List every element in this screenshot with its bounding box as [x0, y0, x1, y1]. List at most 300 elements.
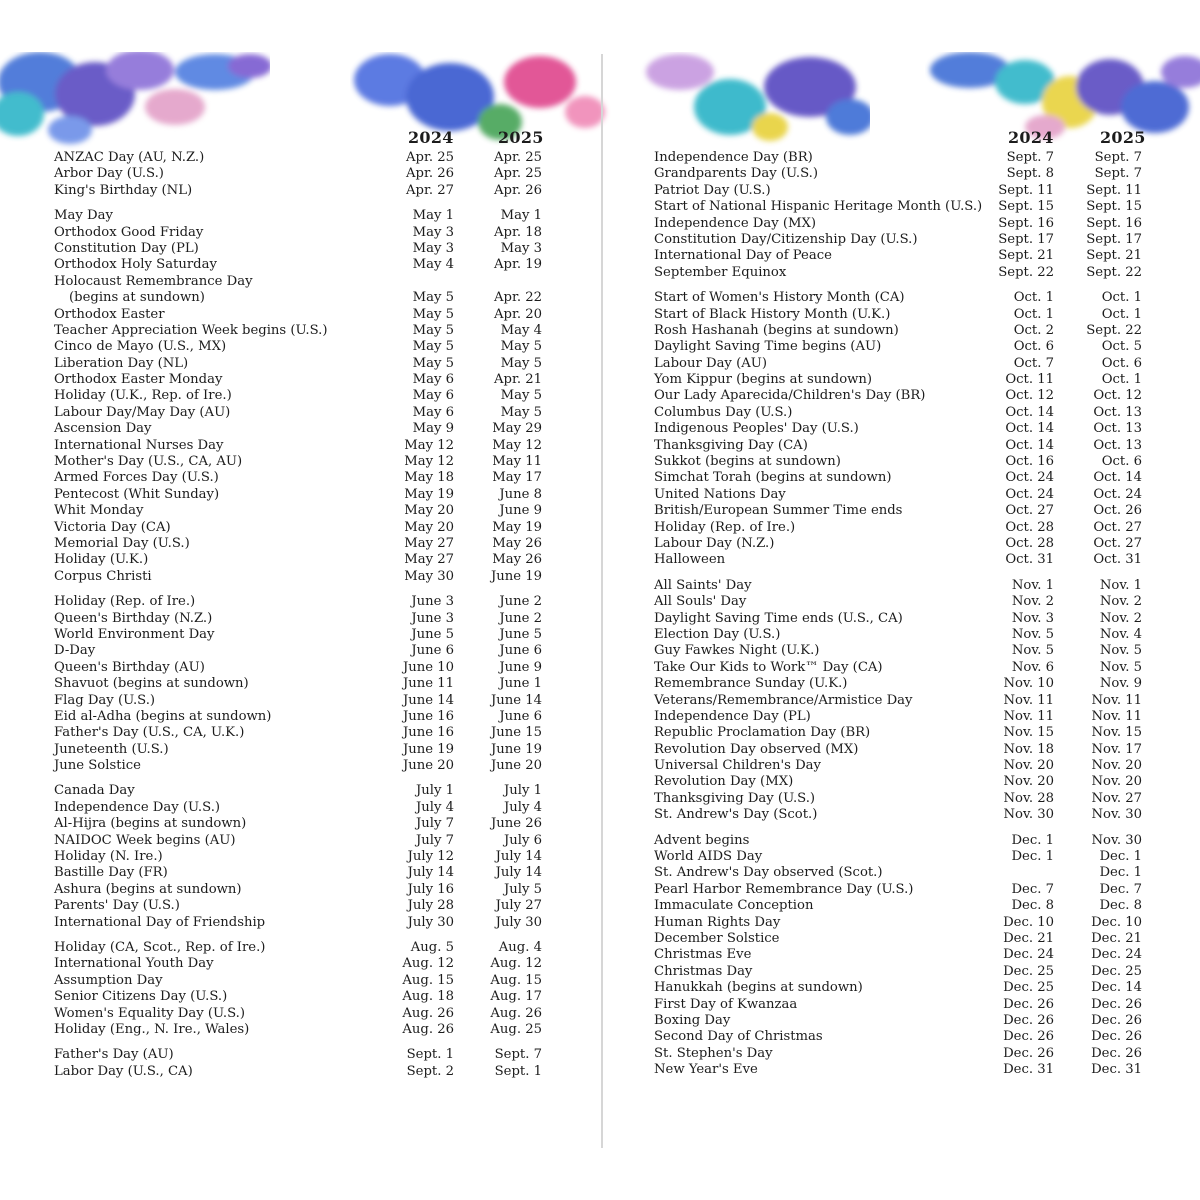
date-2024: Aug. 5: [410, 939, 454, 955]
date-2024: Oct. 12: [1005, 388, 1054, 404]
date-2025: June 26: [490, 816, 542, 832]
date-2024: Dec. 31: [1003, 1062, 1054, 1078]
date-2024: July 14: [407, 865, 454, 881]
date-2024: Nov. 3: [1011, 610, 1054, 626]
holiday-row: [654, 980, 1154, 996]
date-2025: July 30: [495, 914, 542, 930]
date-2025: Apr. 19: [494, 257, 542, 273]
holiday-name: Constitution Day/Citizenship Day (U.S.): [654, 231, 918, 247]
holiday-name: Corpus Christi: [54, 568, 152, 584]
date-2024: Nov. 15: [1003, 725, 1054, 741]
date-2025: Sept. 11: [1086, 182, 1142, 198]
holiday-name: September Equinox: [654, 264, 787, 280]
date-2025: June 9: [499, 659, 542, 675]
date-2025: May 5: [500, 339, 542, 355]
date-2024: May 9: [412, 421, 454, 437]
date-2025: May 26: [492, 552, 542, 568]
holiday-row: [54, 940, 554, 956]
date-2025: June 6: [499, 708, 542, 724]
holiday-row: [54, 833, 554, 849]
holiday-name: Sukkot (begins at sundown): [654, 454, 841, 470]
holiday-row: [654, 454, 1154, 470]
holiday-row: [54, 208, 554, 224]
holiday-name: Immaculate Conception: [654, 898, 814, 914]
holiday-name: Start of Women's History Month (CA): [654, 290, 905, 306]
date-2024: May 18: [404, 470, 454, 486]
date-2024: Dec. 7: [1011, 881, 1054, 897]
date-2025: May 3: [500, 240, 542, 256]
holiday-row: [654, 709, 1154, 725]
date-2024: Aug. 26: [402, 1005, 454, 1021]
holiday-name: New Year's Eve: [654, 1062, 758, 1078]
holiday-name: Indigenous Peoples' Day (U.S.): [654, 421, 859, 437]
date-2025: Nov. 4: [1099, 626, 1142, 642]
holiday-name: Independence Day (U.S.): [54, 799, 221, 815]
date-2024: Oct. 11: [1005, 372, 1054, 388]
date-2025: Dec. 1: [1099, 849, 1142, 865]
date-2024: Aug. 26: [402, 1021, 454, 1037]
date-2024: June 14: [402, 692, 454, 708]
date-2025: May 26: [492, 535, 542, 551]
holiday-name: United Nations Day: [654, 486, 786, 502]
date-2024: Nov. 6: [1011, 659, 1054, 675]
holiday-row: [654, 290, 1154, 306]
holiday-row: [654, 1062, 1154, 1078]
holiday-name: Independence Day (MX): [654, 215, 817, 231]
holiday-row: [54, 973, 554, 989]
date-2025: Aug. 25: [490, 1021, 542, 1037]
holiday-row: [54, 536, 554, 552]
date-2024: Dec. 26: [1003, 1045, 1054, 1061]
holiday-row: [54, 1006, 554, 1022]
holiday-row: [54, 956, 554, 972]
holiday-name: Yom Kippur (begins at sundown): [654, 372, 873, 388]
date-2024: Oct. 6: [1013, 339, 1054, 355]
holiday-row: [54, 915, 554, 931]
center-gutter: [601, 54, 603, 1148]
date-2024: Oct. 2: [1013, 322, 1054, 338]
date-2025: Apr. 22: [494, 290, 542, 306]
holiday-name: First Day of Kwanzaa: [654, 996, 798, 1012]
date-2025: Oct. 13: [1093, 404, 1142, 420]
holiday-name: Father's Day (U.S., CA, U.K.): [54, 725, 245, 741]
holiday-group: [54, 150, 554, 199]
date-2025: Oct. 13: [1093, 437, 1142, 453]
holiday-name: Holiday (U.K., Rep. of Ire.): [54, 388, 232, 404]
date-2025: Dec. 26: [1091, 996, 1142, 1012]
date-2025: Dec. 24: [1091, 947, 1142, 963]
holiday-name: Rosh Hashanah (begins at sundown): [654, 322, 899, 338]
holiday-name: Holocaust Remembrance Day: [54, 273, 253, 289]
holiday-group: [654, 578, 1154, 824]
holiday-row: [654, 1046, 1154, 1062]
holiday-row: [654, 676, 1154, 692]
holiday-name: Hanukkah (begins at sundown): [654, 980, 863, 996]
holiday-name: All Souls' Day: [654, 594, 747, 610]
holiday-name: Queen's Birthday (N.Z.): [54, 610, 213, 626]
date-2025: Sept. 1: [494, 1063, 542, 1079]
date-2025: Sept. 21: [1086, 248, 1142, 264]
date-2025: Apr. 26: [494, 182, 542, 198]
date-2024: Nov. 11: [1003, 708, 1054, 724]
holiday-name: Thanksgiving Day (CA): [654, 437, 808, 453]
date-2025: Sept. 22: [1086, 322, 1142, 338]
date-2024: Oct. 27: [1005, 503, 1054, 519]
holiday-name: Labour Day/May Day (AU): [54, 404, 231, 420]
date-2025: Dec. 14: [1091, 980, 1142, 996]
holiday-name: D-Day: [54, 643, 96, 659]
date-2025: Sept. 17: [1086, 231, 1142, 247]
holiday-name: Take Our Kids to Work™ Day (CA): [654, 659, 883, 675]
date-2024: May 3: [412, 240, 454, 256]
holiday-name: Holiday (Rep. of Ire.): [54, 594, 196, 610]
date-2025: Apr. 18: [494, 224, 542, 240]
holiday-group: [54, 783, 554, 931]
date-2025: Apr. 21: [494, 372, 542, 388]
year-2025-heading: 2025: [498, 128, 544, 147]
date-2024: May 6: [412, 388, 454, 404]
holiday-row: [54, 594, 554, 610]
holiday-row: [654, 536, 1154, 552]
holiday-group: [54, 940, 554, 1038]
date-2024: May 5: [412, 306, 454, 322]
date-2024: May 5: [412, 355, 454, 371]
holiday-row: [54, 676, 554, 692]
holiday-name: Holiday (U.K.): [54, 552, 149, 568]
holiday-name: Patriot Day (U.S.): [654, 182, 771, 198]
holiday-group: [654, 833, 1154, 1079]
holiday-name: International Day of Peace: [654, 248, 832, 264]
holiday-row: [654, 216, 1154, 232]
holiday-name: Eid al-Adha (begins at sundown): [54, 708, 272, 724]
date-2025: July 14: [495, 849, 542, 865]
holiday-row: [54, 150, 554, 166]
holiday-row: [654, 166, 1154, 182]
holiday-row: [54, 611, 554, 627]
holiday-row: [54, 569, 554, 585]
date-2024: Apr. 27: [406, 182, 454, 198]
date-2024: Nov. 5: [1011, 626, 1054, 642]
holiday-name: Flag Day (U.S.): [54, 692, 156, 708]
date-2024: Dec. 21: [1003, 930, 1054, 946]
right-page: [654, 128, 1154, 1087]
date-2024: Dec. 8: [1011, 898, 1054, 914]
holiday-row: [54, 274, 554, 290]
date-2025: May 5: [500, 355, 542, 371]
holiday-name: Victoria Day (CA): [54, 519, 171, 535]
holiday-row: [54, 725, 554, 741]
date-2024: Sept. 21: [998, 248, 1054, 264]
holiday-name: St. Andrew's Day (Scot.): [654, 807, 818, 823]
date-2024: Oct. 16: [1005, 454, 1054, 470]
date-2024: May 30: [404, 568, 454, 584]
date-2025: July 1: [503, 783, 542, 799]
holiday-row: [654, 388, 1154, 404]
date-2024: Aug. 12: [402, 956, 454, 972]
date-2025: June 19: [490, 741, 542, 757]
date-2024: Dec. 26: [1003, 1029, 1054, 1045]
holiday-row: [654, 807, 1154, 823]
date-2024: Nov. 20: [1003, 774, 1054, 790]
date-2025: Oct. 27: [1093, 519, 1142, 535]
date-2025: May 12: [492, 437, 542, 453]
holiday-row: [54, 339, 554, 355]
date-2025: Dec. 8: [1099, 898, 1142, 914]
date-2024: Dec. 26: [1003, 996, 1054, 1012]
holiday-row: [654, 742, 1154, 758]
date-2025: Nov. 11: [1091, 692, 1142, 708]
date-2024: Sept. 11: [998, 182, 1054, 198]
date-2024: June 3: [411, 610, 454, 626]
holiday-row: [654, 774, 1154, 790]
date-2024: June 11: [402, 676, 454, 692]
holiday-row: [54, 783, 554, 799]
holiday-name: Christmas Eve: [654, 947, 752, 963]
holiday-row: [654, 882, 1154, 898]
holiday-name: Whit Monday: [54, 503, 144, 519]
holiday-row: [54, 290, 554, 306]
date-2025: July 27: [495, 898, 542, 914]
date-2024: Dec. 26: [1003, 1012, 1054, 1028]
holiday-row: [54, 166, 554, 182]
date-2024: May 6: [412, 404, 454, 420]
holiday-name: Orthodox Easter: [54, 306, 165, 322]
date-2025: Sept. 7: [1094, 166, 1142, 182]
holiday-group: [54, 1047, 554, 1080]
date-2025: Oct. 14: [1093, 470, 1142, 486]
holiday-row: [654, 438, 1154, 454]
holiday-row: [54, 257, 554, 273]
date-2024: June 10: [402, 659, 454, 675]
date-2024: Oct. 7: [1013, 355, 1054, 371]
holiday-name: NAIDOC Week begins (AU): [54, 832, 236, 848]
date-2024: June 19: [402, 741, 454, 757]
date-2024: Sept. 7: [1006, 150, 1054, 165]
holiday-name: Holiday (N. Ire.): [54, 849, 163, 865]
date-2025: May 17: [492, 470, 542, 486]
holiday-row: [654, 915, 1154, 931]
holiday-row: [54, 356, 554, 372]
date-2024: Oct. 1: [1013, 306, 1054, 322]
date-2024: Nov. 30: [1003, 807, 1054, 823]
date-2024: May 19: [404, 486, 454, 502]
date-2024: May 5: [412, 322, 454, 338]
holiday-row: [654, 643, 1154, 659]
holiday-row: [654, 660, 1154, 676]
holiday-row: [54, 898, 554, 914]
holiday-name: Liberation Day (NL): [54, 355, 189, 371]
holiday-name: St. Andrew's Day observed (Scot.): [654, 865, 883, 881]
holiday-name: Daylight Saving Time begins (AU): [654, 339, 882, 355]
holiday-name: Revolution Day (MX): [654, 774, 794, 790]
holiday-row: [654, 997, 1154, 1013]
left-holiday-list: [54, 150, 554, 1080]
date-2024: May 20: [404, 519, 454, 535]
holiday-name: June Solstice: [54, 758, 141, 774]
holiday-row: [54, 520, 554, 536]
date-2024: Sept. 1: [406, 1047, 454, 1063]
holiday-row: [54, 882, 554, 898]
date-2024: Apr. 25: [406, 150, 454, 165]
date-2025: May 19: [492, 519, 542, 535]
holiday-row: [654, 248, 1154, 264]
holiday-name: All Saints' Day: [654, 577, 752, 593]
holiday-name: Remembrance Sunday (U.K.): [654, 676, 848, 692]
date-2025: Oct. 27: [1093, 535, 1142, 551]
date-2024: Aug. 18: [402, 989, 454, 1005]
date-2024: Dec. 25: [1003, 980, 1054, 996]
date-2025: Aug. 17: [490, 989, 542, 1005]
holiday-name: Start of Black History Month (U.K.): [654, 306, 891, 322]
holiday-name: International Nurses Day: [54, 437, 224, 453]
holiday-name: Armed Forces Day (U.S.): [54, 470, 219, 486]
date-2025: July 4: [503, 799, 542, 815]
date-2025: Nov. 9: [1099, 676, 1142, 692]
date-2025: June 9: [499, 503, 542, 519]
date-2025: May 11: [492, 454, 542, 470]
holiday-name: Guy Fawkes Night (U.K.): [654, 643, 820, 659]
holiday-row: [654, 947, 1154, 963]
date-2025: Aug. 26: [490, 1005, 542, 1021]
holiday-name: Pearl Harbor Remembrance Day (U.S.): [654, 881, 914, 897]
holiday-name: Father's Day (AU): [54, 1047, 174, 1063]
date-2024: Oct. 24: [1005, 486, 1054, 502]
right-year-header: [654, 128, 1154, 150]
date-2024: Oct. 24: [1005, 470, 1054, 486]
holiday-name: May Day: [54, 208, 113, 224]
holiday-name: Assumption Day: [54, 972, 163, 988]
holiday-row: [654, 356, 1154, 372]
date-2024: July 7: [415, 832, 454, 848]
date-2024: July 12: [407, 849, 454, 865]
date-2025: June 2: [499, 610, 542, 626]
date-2025: Oct. 12: [1093, 388, 1142, 404]
date-2024: June 16: [402, 708, 454, 724]
left-year-header: [54, 128, 554, 150]
date-2024: Dec. 1: [1011, 849, 1054, 865]
holiday-row: [654, 552, 1154, 568]
holiday-name: Canada Day: [54, 783, 135, 799]
date-2025: Dec. 26: [1091, 1045, 1142, 1061]
date-2024: May 27: [404, 535, 454, 551]
holiday-row: [654, 1029, 1154, 1045]
holiday-name: Thanksgiving Day (U.S.): [654, 790, 816, 806]
date-2025: Nov. 1: [1099, 577, 1142, 593]
date-2024: Sept. 17: [998, 231, 1054, 247]
holiday-row: [654, 183, 1154, 199]
year-2024-heading: 2024: [408, 128, 454, 147]
date-2025: Nov. 2: [1099, 594, 1142, 610]
date-2024: May 5: [412, 290, 454, 306]
date-2025: Nov. 20: [1091, 774, 1142, 790]
holiday-row: [54, 865, 554, 881]
holiday-name: Labor Day (U.S., CA): [54, 1063, 193, 1079]
date-2024: Sept. 16: [998, 215, 1054, 231]
date-2024: Sept. 8: [1006, 166, 1054, 182]
date-2025: Nov. 30: [1091, 807, 1142, 823]
holiday-name: Ashura (begins at sundown): [54, 881, 242, 897]
date-2025: June 2: [499, 594, 542, 610]
date-2025: Sept. 15: [1086, 199, 1142, 215]
holiday-name: Cinco de Mayo (U.S., MX): [54, 339, 227, 355]
date-2024: July 7: [415, 816, 454, 832]
holiday-row: [654, 372, 1154, 388]
holiday-name: World AIDS Day: [654, 849, 763, 865]
date-2025: June 6: [499, 643, 542, 659]
holiday-row: [654, 833, 1154, 849]
holiday-name: Senior Citizens Day (U.S.): [54, 989, 228, 1005]
holiday-name: Election Day (U.S.): [654, 626, 781, 642]
holiday-row: [54, 1022, 554, 1038]
date-2024: Sept. 22: [998, 264, 1054, 280]
date-2025: Nov. 30: [1091, 832, 1142, 848]
holiday-row: [54, 405, 554, 421]
holiday-name: Christmas Day: [654, 963, 753, 979]
holiday-name: Pentecost (Whit Sunday): [54, 486, 220, 502]
holiday-row: [654, 470, 1154, 486]
date-2025: Oct. 24: [1093, 486, 1142, 502]
date-2025: May 4: [500, 322, 542, 338]
holiday-row: [654, 849, 1154, 865]
holiday-name: Our Lady Aparecida/Children's Day (BR): [654, 388, 926, 404]
date-2025: Oct. 6: [1101, 454, 1142, 470]
holiday-row: [54, 1064, 554, 1080]
holiday-row: [654, 265, 1154, 281]
date-2025: June 8: [499, 486, 542, 502]
holiday-name: Simchat Torah (begins at sundown): [654, 470, 892, 486]
date-2024: May 3: [412, 224, 454, 240]
holiday-name: Holiday (CA, Scot., Rep. of Ire.): [54, 939, 266, 955]
right-holiday-list: [654, 150, 1154, 1078]
holiday-name: Ascension Day: [54, 421, 152, 437]
holiday-row: [54, 454, 554, 470]
holiday-row: [654, 578, 1154, 594]
holiday-row: [654, 931, 1154, 947]
holiday-row: [654, 232, 1154, 248]
date-2025: Aug. 15: [490, 972, 542, 988]
left-page: [54, 128, 554, 1089]
holiday-name: Columbus Day (U.S.): [654, 404, 793, 420]
holiday-row: [54, 627, 554, 643]
holiday-row: [54, 503, 554, 519]
date-2024: Oct. 14: [1005, 437, 1054, 453]
holiday-group: [654, 150, 1154, 281]
date-2024: Nov. 1: [1011, 577, 1054, 593]
date-2024: Apr. 26: [406, 166, 454, 182]
holiday-row: [654, 964, 1154, 980]
date-2025: June 1: [499, 676, 542, 692]
holiday-name: Independence Day (PL): [654, 708, 811, 724]
holiday-row: [654, 791, 1154, 807]
date-2025: Nov. 5: [1099, 659, 1142, 675]
holiday-name: Women's Equality Day (U.S.): [54, 1005, 246, 1021]
holiday-row: [654, 339, 1154, 355]
holiday-name: Memorial Day (U.S.): [54, 535, 190, 551]
holiday-row: [54, 241, 554, 257]
date-2024: Nov. 10: [1003, 676, 1054, 692]
date-2025: Oct. 31: [1093, 552, 1142, 568]
holiday-name: Daylight Saving Time ends (U.S., CA): [654, 610, 903, 626]
holiday-name: Human Rights Day: [654, 914, 781, 930]
date-2024: June 6: [411, 643, 454, 659]
date-2024: Nov. 5: [1011, 643, 1054, 659]
holiday-row: [54, 421, 554, 437]
holiday-name: Shavuot (begins at sundown): [54, 676, 249, 692]
holiday-row: [54, 643, 554, 659]
date-2024: June 16: [402, 725, 454, 741]
holiday-row: [54, 372, 554, 388]
date-2025: Dec. 31: [1091, 1062, 1142, 1078]
